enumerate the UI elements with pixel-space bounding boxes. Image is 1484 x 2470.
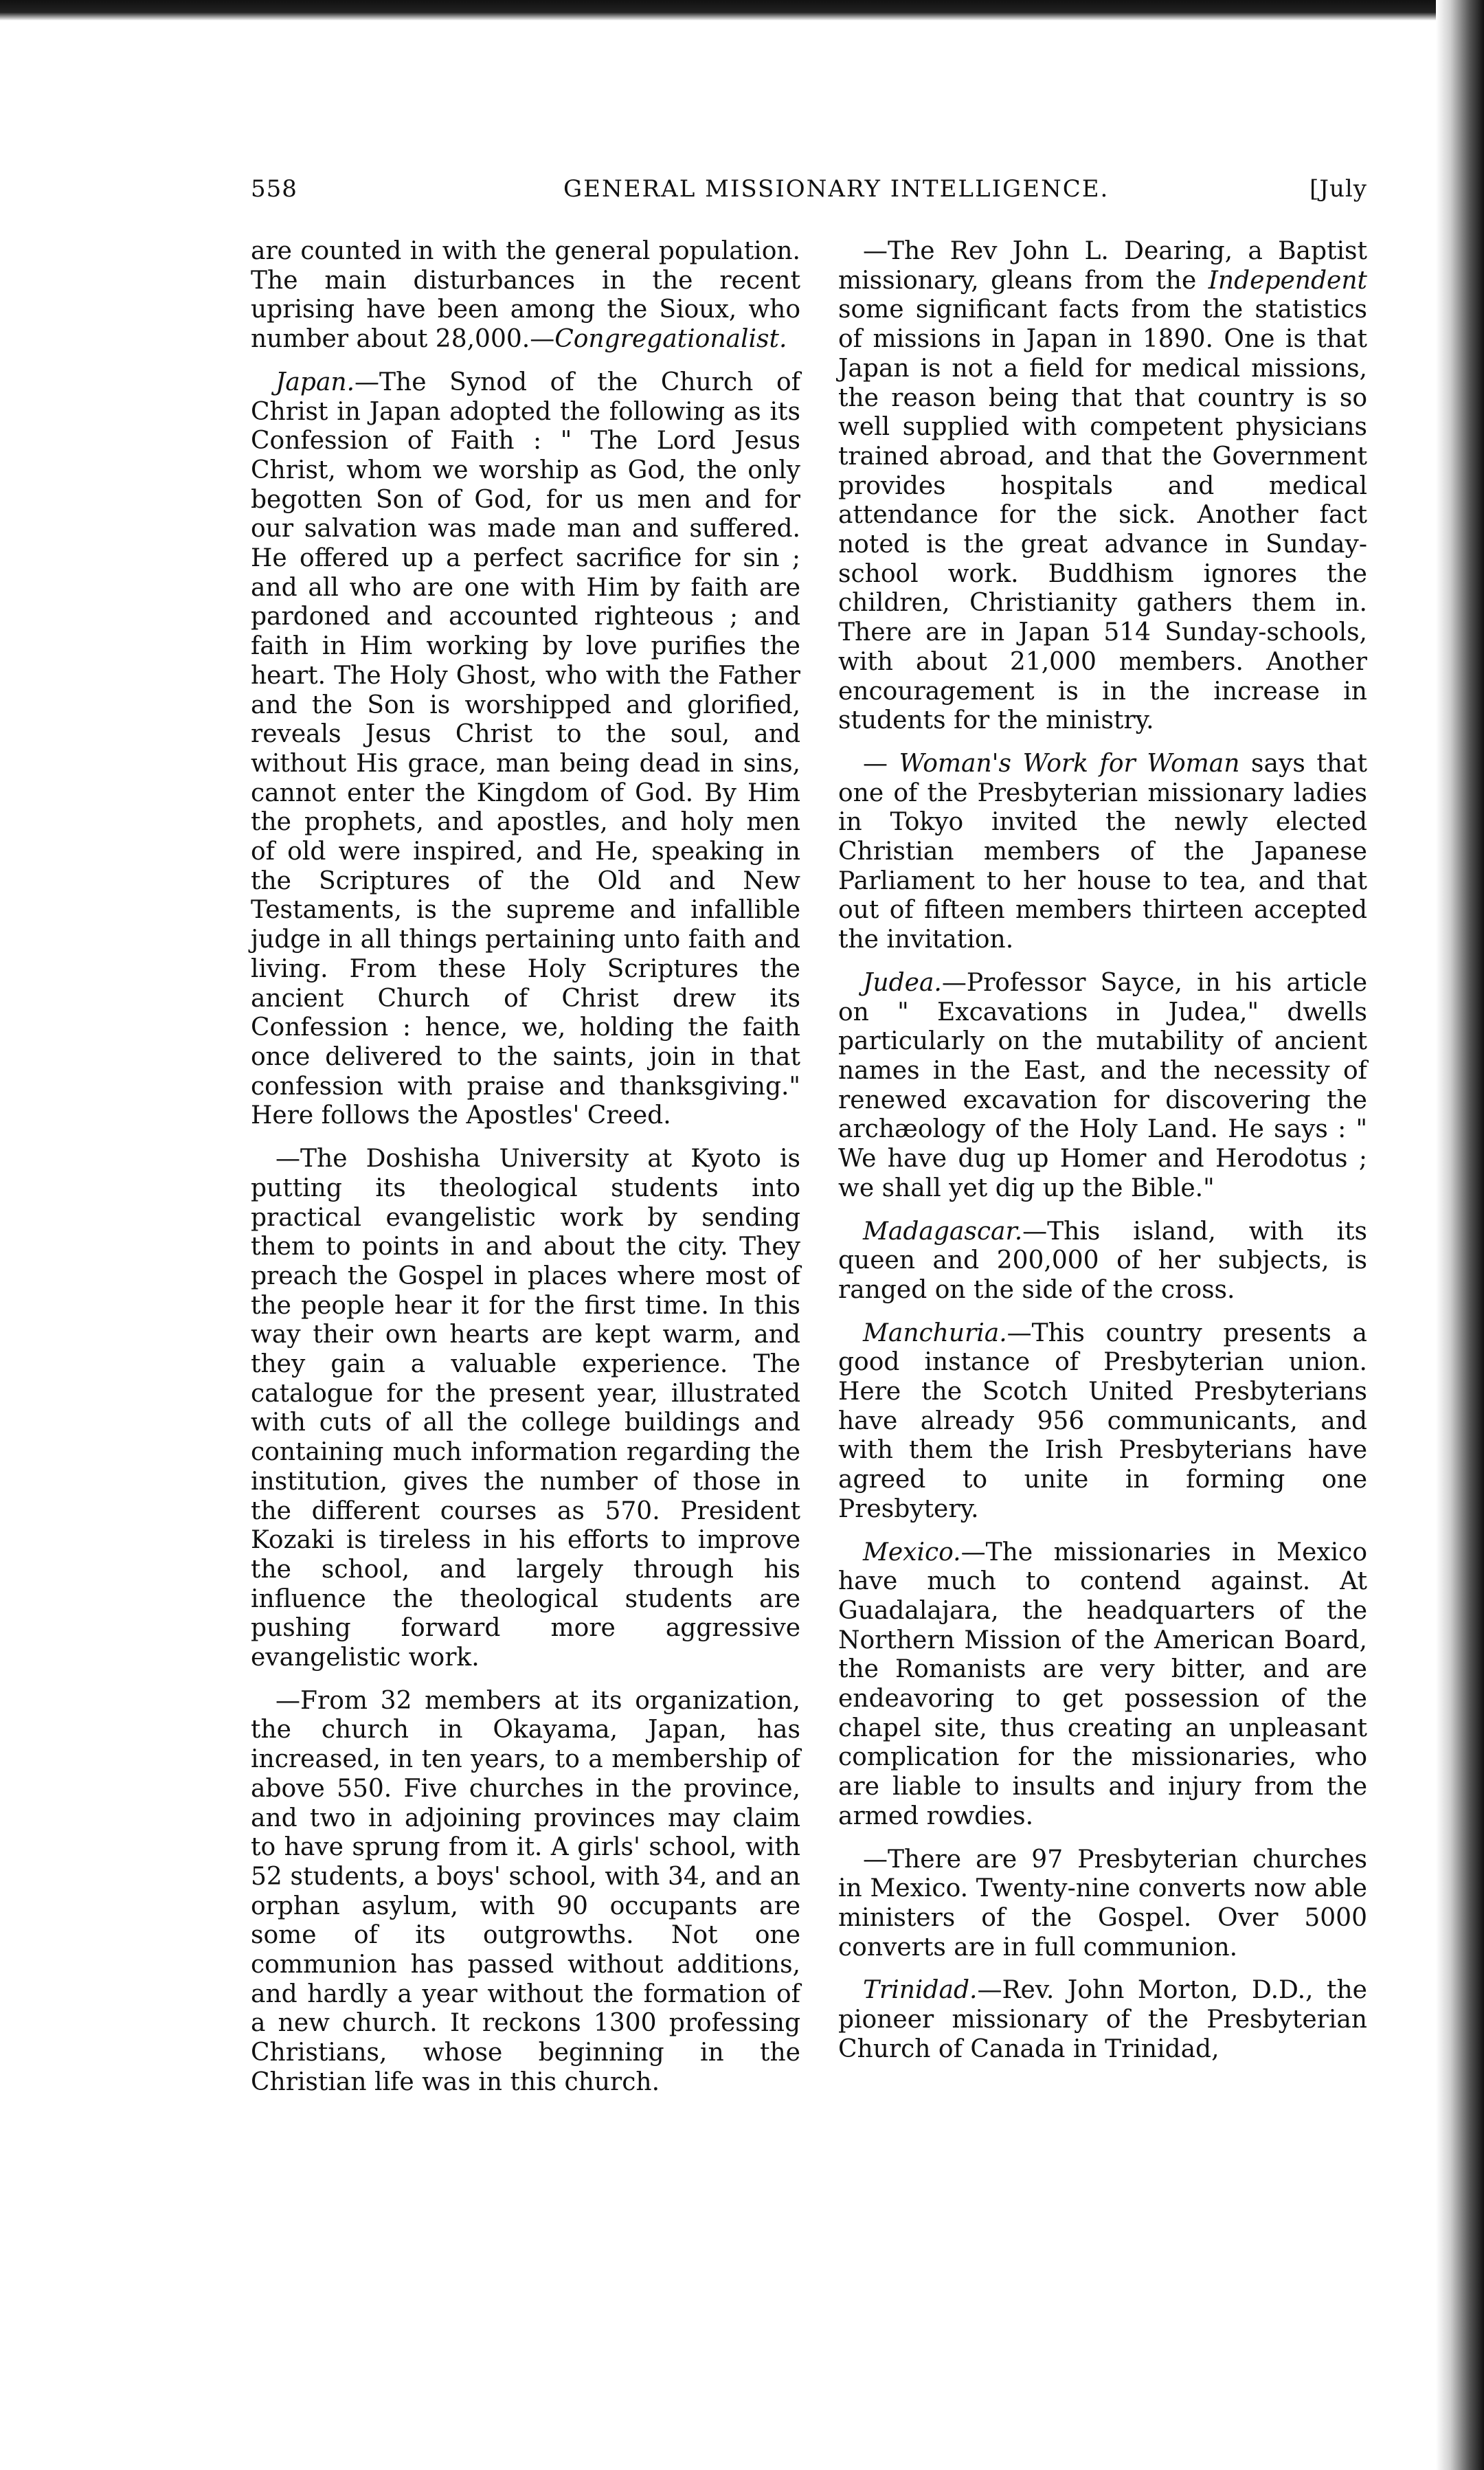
- running-header: [251, 175, 1367, 216]
- source-citation: Congregationalist.: [554, 325, 787, 354]
- paragraph-mexico-churches: —There are 97 Presbyterian churches in Mexico. Twenty-nine converts now able ministers of the Gospel. Over 5000 converts are in full communion.: [838, 1845, 1367, 1962]
- paragraph-judea: Judea.—Professor Sayce, in his article on " Excavations in Judea," dwells particularly on the mutability of ancient names in the East, and the necessity of renewed excavation for discovering the archæology of the Holy Land. He says : " We have dug up Homer and Herodotus ; we shall yet dig up the Bible.": [838, 968, 1367, 1202]
- binding-edge-shadow: [1436, 0, 1484, 2470]
- publication-title: Independent: [1208, 266, 1367, 295]
- publication-title: Woman's Work for Woman: [899, 749, 1240, 778]
- paragraph-japan-confession: Japan.—The Synod of the Church of Christ in Japan adopted the following as its Confession of Faith : " The Lord Jesus Christ, whom we worship as God, the only begotten Son of God, for us men and for our salvation was made man and suffered. He offered up a perfect sacrifice for sin ; and all who are one with Him by faith are pardoned and accounted righteous ; and faith in Him working by love purifies the heart. The Holy Ghost, who with the Father and the Son is worshipped and glorified, reveals Jesus Christ to the soul, and without His grace, man being dead in sins, cannot enter the Kingdom of God. By Him the prophets, and apostles, and holy men of old were inspired, and He, speaking in the Scriptures of the Old and New Testaments, is the supreme and infallible judge in all things pertaining unto faith and living. From these Holy Scriptures the ancient Church of Christ drew its Confession : hence, we, holding the faith once delivered to the saints, join in that confession with praise and thanksgiving." Here follows the Apostles' Creed.: [251, 368, 800, 1130]
- running-title: GENERAL MISSIONARY INTELLIGENCE.: [563, 175, 1110, 203]
- paragraph-dearing: —The Rev John L. Dearing, a Baptist missionary, gleans from the Independent some significant facts from the statistics of missions in Japan in 1890. One is that Japan is not a field for medical missions, the reason being that that country is so well supplied with competent physicians trained abroad, and that the Government provides hospitals and medical attendance for the sick. Another fact noted is the great advance in Sunday-school work. Buddhism ignores the children, Christianity gathers them in. There are in Japan 514 Sunday-schools, with about 21,000 members. Another encouragement is in the increase in students for the ministry.: [838, 237, 1367, 735]
- right-column: [838, 237, 1367, 2078]
- page-number: 558: [251, 175, 297, 203]
- left-column: [251, 237, 800, 2111]
- top-edge-shadow: [0, 0, 1484, 21]
- paragraph-okayama: —From 32 members at its organization, the church in Okayama, Japan, has increased, in ten years, to a membership of above 550. Five churches in the province, and two in adjoining provinces may claim to have sprung from it. A girls' school, with 52 students, a boys' school, with 34, and an orphan asylum, with 90 occupants are some of its outgrowths. Not one communion has passed without additions, and hardly a year without the formation of a new church. It reckons 1300 professing Christians, whose beginning in the Christian life was in this church.: [251, 1686, 800, 2096]
- paragraph-womans-work: — Woman's Work for Woman says that one of the Presbyterian missionary ladies in Tokyo invited the newly elected Christian members of the Japanese Parliament to her house to tea, and that out of fifteen members thirteen accepted the invitation.: [838, 749, 1367, 954]
- section-heading-madagascar: Madagascar.: [863, 1217, 1023, 1246]
- section-heading-judea: Judea.: [863, 968, 942, 997]
- section-heading-japan: Japan.: [276, 368, 355, 396]
- paragraph-manchuria: Manchuria.—This country presents a good instance of Presbyterian union. Here the Scotch United Presbyterians have already 956 communicants, and with them the Irish Presbyterians have agreed to unite in forming one Presbytery.: [838, 1318, 1367, 1523]
- section-heading-manchuria: Manchuria.: [863, 1318, 1007, 1347]
- paragraph-sioux: are counted in with the general population. The main disturbances in the recent uprising have been among the Sioux, who number about 28,000.—Congregationalist.: [251, 237, 800, 354]
- section-heading-trinidad: Trinidad.: [863, 1976, 978, 2005]
- header-month: [July: [1309, 175, 1367, 203]
- paragraph-madagascar: Madagascar.—This island, with its queen and 200,000 of her subjects, is ranged on the side of the cross.: [838, 1217, 1367, 1304]
- paragraph-doshisha: —The Doshisha University at Kyoto is putting its theological students into practical evangelistic work by sending them to points in and about the city. They preach the Gospel in places where most of the people hear it for the first time. In this way their own hearts are kept warm, and they gain a valuable experience. The catalogue for the present year, illustrated with cuts of all the college buildings and containing much information regarding the institution, gives the number of those in the different courses as 570. President Kozaki is tireless in his efforts to improve the school, and largely through his influence the theological students are pushing forward more aggressive evangelistic work.: [251, 1145, 800, 1672]
- section-heading-mexico: Mexico.: [863, 1538, 961, 1567]
- paragraph-trinidad: Trinidad.—Rev. John Morton, D.D., the pioneer missionary of the Presbyterian Church of Canada in Trinidad,: [838, 1976, 1367, 2063]
- paragraph-mexico: Mexico.—The missionaries in Mexico have much to contend against. At Guadalajara, the headquarters of the Northern Mission of the American Board, the Romanists are very bitter, and are endeavoring to get possession of the chapel site, thus creating an unpleasant complication for the missionaries, who are liable to insults and injury from the armed rowdies.: [838, 1538, 1367, 1830]
